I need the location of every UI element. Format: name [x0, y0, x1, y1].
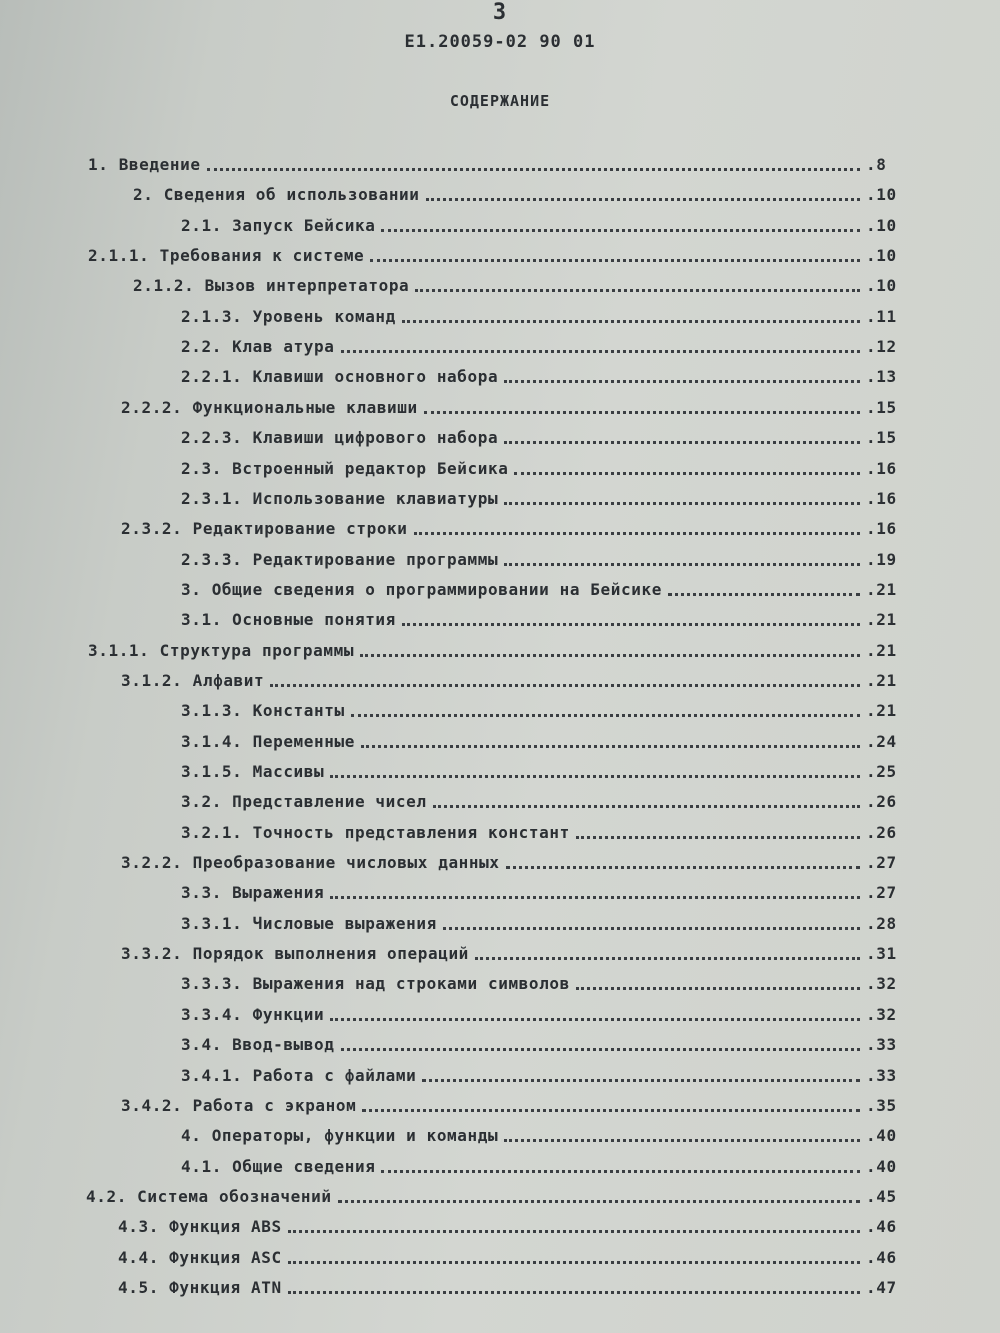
dot-leader: [576, 987, 860, 990]
dot-leader: [288, 1291, 860, 1294]
toc-entry-title: 2.1.3. Уровень команд: [181, 306, 396, 326]
toc-entry: [181, 727, 900, 753]
dot-leader: [330, 775, 860, 778]
toc-entry: [88, 150, 900, 176]
toc-entry-title: 2. Сведения об использовании: [133, 185, 420, 205]
dot-leader: [443, 927, 860, 930]
toc-entry: [181, 818, 900, 844]
toc-entry-title: 3.1.1. Структура программы: [88, 640, 355, 660]
document-id: Е1.20059-02 90 01: [404, 32, 596, 52]
toc-entry-title: 3.3.2. Порядок выполнения операций: [121, 944, 469, 964]
toc-entry-page: .21: [866, 670, 897, 690]
toc-entry-page: .15: [866, 428, 897, 448]
dot-leader: [433, 805, 860, 808]
toc-entry-page: .40: [866, 1156, 897, 1176]
toc-entry-title: 3.4.2. Работа с экраном: [121, 1095, 357, 1115]
dot-leader: [424, 411, 860, 414]
toc-entry: [181, 423, 900, 449]
toc-entry-title: 3.4. Ввод-вывод: [181, 1035, 335, 1055]
dot-leader: [362, 1109, 860, 1112]
toc-entry: [181, 969, 900, 995]
toc-entry: [86, 1182, 900, 1208]
toc-entry-title: 3. Общие сведения о программировании на Бейсике: [181, 579, 662, 599]
dot-leader: [341, 1048, 861, 1051]
toc-entry-page: .46: [866, 1217, 897, 1237]
toc-entry: [181, 878, 900, 904]
toc-entry-page: .40: [866, 1126, 897, 1146]
toc-entry: [118, 1212, 900, 1238]
toc-entry-page: .46: [866, 1247, 897, 1267]
toc-entry: [88, 636, 900, 662]
toc-entry-title: 4.3. Функция ABS: [118, 1217, 282, 1237]
toc-entry-page: .19: [866, 549, 897, 569]
dot-leader: [288, 1261, 860, 1264]
dot-leader: [381, 229, 860, 232]
toc-entry: [181, 484, 900, 510]
toc-entry-title: 2.3.3. Редактирование программы: [181, 549, 499, 569]
dot-leader: [504, 441, 860, 444]
toc-entry: [181, 909, 900, 935]
toc-entry-page: .10: [866, 185, 897, 205]
toc-entry: [118, 1243, 900, 1269]
toc-entry: [181, 1121, 900, 1147]
toc-entry-page: .21: [866, 640, 897, 660]
toc-entry-page: .21: [866, 579, 897, 599]
toc-entry-page: .26: [866, 822, 897, 842]
toc-entry: [181, 332, 900, 358]
toc-entry-page: .13: [866, 367, 897, 387]
dot-leader: [668, 593, 860, 596]
toc-entry: [181, 1000, 900, 1026]
toc-entry: [88, 241, 900, 267]
toc-entry-title: 3.2.1. Точность представления констант: [181, 822, 570, 842]
toc-entry: [181, 1030, 900, 1056]
dot-leader: [414, 532, 860, 535]
toc-entry: [133, 271, 900, 297]
toc-entry: [181, 757, 900, 783]
toc-entry-page: .10: [866, 215, 897, 235]
toc-entry-title: 2.1. Запуск Бейсика: [181, 215, 376, 235]
toc-entry: [121, 393, 900, 419]
toc-entry: [181, 545, 900, 571]
toc-entry-page: .10: [866, 276, 897, 296]
toc-entry-page: .16: [866, 488, 897, 508]
page-number: 3: [492, 0, 508, 25]
toc-entry-page: .26: [866, 792, 897, 812]
toc-entry-title: 2.2.3. Клавиши цифрового набора: [181, 428, 499, 448]
toc-entry-page: .45: [866, 1186, 897, 1206]
toc-entry-title: 3.2. Представление чисел: [181, 792, 427, 812]
toc-entry-page: .12: [866, 337, 897, 357]
toc-entry: [121, 666, 900, 692]
dot-leader: [506, 866, 860, 869]
toc-entry-title: 3.1.4. Переменные: [181, 731, 355, 751]
toc-entry-page: .35: [866, 1095, 897, 1115]
dot-leader: [288, 1230, 860, 1233]
toc-entry-title: 4.5. Функция ATN: [118, 1277, 282, 1297]
toc-entry-page: .24: [866, 731, 897, 751]
toc-entry-title: 3.3.3. Выражения над строками символов: [181, 974, 570, 994]
toc-entry: [181, 454, 900, 480]
toc-entry-title: 2.2.1. Клавиши основного набора: [181, 367, 499, 387]
toc-entry-page: .27: [866, 883, 897, 903]
toc-entry: [121, 848, 900, 874]
dot-leader: [330, 896, 860, 899]
toc-entry: [181, 696, 900, 722]
dot-leader: [341, 350, 861, 353]
dot-leader: [576, 836, 860, 839]
toc-entry-title: 3.1.2. Алфавит: [121, 670, 265, 690]
toc-entry-page: .15: [866, 397, 897, 417]
toc-entry-page: .47: [866, 1277, 897, 1297]
dot-leader: [514, 472, 860, 475]
toc-entry-title: 3.1.3. Константы: [181, 701, 345, 721]
dot-leader: [422, 1079, 860, 1082]
dot-leader: [351, 714, 860, 717]
toc-entry-page: .21: [866, 701, 897, 721]
dot-leader: [370, 259, 860, 262]
toc-entry-page: .32: [866, 974, 897, 994]
dot-leader: [402, 320, 860, 323]
toc-entry-title: 3.2.2. Преобразование числовых данных: [121, 853, 500, 873]
toc-entry-title: 2.2.2. Функциональные клавиши: [121, 397, 418, 417]
toc-entry: [181, 302, 900, 328]
dot-leader: [330, 1018, 860, 1021]
dot-leader: [426, 198, 860, 201]
dot-leader: [504, 1139, 860, 1142]
toc-entry-title: 2.3.1. Использование клавиатуры: [181, 488, 499, 508]
toc-entry-page: .25: [866, 762, 897, 781]
toc-entry: [133, 180, 900, 206]
toc-entry: [121, 939, 900, 965]
toc-entry-title: 4.4. Функция ASC: [118, 1247, 282, 1267]
toc-entry-title: 2.1.2. Вызов интерпретатора: [133, 276, 410, 296]
toc-entry-page: .16: [866, 519, 897, 539]
dot-leader: [402, 623, 860, 626]
toc-entry-title: 1. Введение: [88, 155, 201, 174]
toc-entry-title: 4.1. Общие сведения: [181, 1156, 376, 1176]
toc-entry-title: 2.2. Клав атура: [181, 337, 335, 357]
toc-entry-page: .33: [866, 1035, 897, 1055]
toc-entry-page: .28: [866, 913, 897, 933]
dot-leader: [360, 654, 860, 657]
toc-entry: [181, 1061, 900, 1087]
page-title: СОДЕРЖАНИЕ: [449, 92, 551, 110]
toc-entry-page: .27: [866, 853, 897, 873]
toc-entry-page: .32: [866, 1004, 897, 1024]
dot-leader: [504, 380, 860, 383]
toc-entry: [181, 575, 900, 601]
toc-entry-title: 4.2. Система обозначений: [86, 1186, 332, 1206]
dot-leader: [270, 684, 860, 687]
toc-entry-page: .11: [866, 306, 897, 326]
toc-entry: [181, 605, 900, 631]
toc-entry-title: 3.1.5. Массивы: [181, 762, 325, 781]
dot-leader: [207, 168, 860, 171]
toc-entry-title: 3.3.4. Функции: [181, 1004, 325, 1024]
toc-entry-page: .8: [866, 155, 887, 174]
dot-leader: [504, 502, 860, 505]
toc-entry-title: 3.1. Основные понятия: [181, 610, 396, 630]
toc-entry: [181, 211, 900, 237]
toc-entry-title: 4. Операторы, функции и команды: [181, 1126, 499, 1146]
toc-entry: [181, 362, 900, 388]
toc-entry-title: 2.1.1. Требования к системе: [88, 246, 365, 266]
toc-entry-page: .10: [866, 246, 897, 266]
toc-entry-page: .33: [866, 1065, 897, 1085]
toc-entry-title: 3.3.1. Числовые выражения: [181, 913, 437, 933]
dot-leader: [475, 957, 860, 960]
dot-leader: [338, 1200, 860, 1203]
dot-leader: [381, 1170, 860, 1173]
dot-leader: [361, 745, 860, 748]
dot-leader: [504, 563, 860, 566]
toc-entry: [118, 1273, 900, 1299]
toc-entry-title: 2.3.2. Редактирование строки: [121, 519, 408, 539]
toc-entry-title: 2.3. Встроенный редактор Бейсика: [181, 458, 509, 478]
toc-entry-page: .16: [866, 458, 897, 478]
toc-entry-title: 3.3. Выражения: [181, 883, 325, 903]
toc-entry-page: .31: [866, 944, 897, 964]
toc-entry: [181, 787, 900, 813]
toc-entry: [121, 514, 900, 540]
toc-entry-page: .21: [866, 610, 897, 630]
toc-entry: [121, 1091, 900, 1117]
toc-entry-title: 3.4.1. Работа с файлами: [181, 1065, 417, 1085]
toc-entry: [181, 1152, 900, 1178]
dot-leader: [415, 289, 860, 292]
